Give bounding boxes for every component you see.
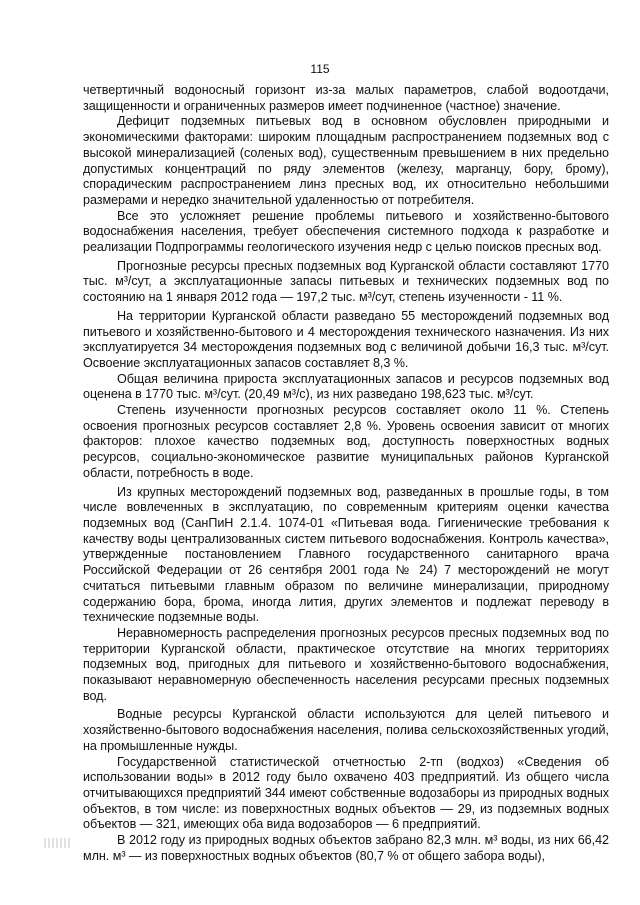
- paragraph: Степень изученности прогнозных ресурсов составляет около 11 %. Степень освоения прогнозных ресурсов составляет 2,8 %. Уровень освоения зависит от многих факторов: плохое качество подземных вод, доступность поверхностных водных ресурсов, социально-экономическое развитие муниципальных районов Курганской области, потребность в воде.: [83, 403, 609, 480]
- paragraph: Общая величина прироста эксплуатационных запасов и ресурсов подземных вод оценена в 1770 тыс. м³/сут. (20,49 м³/с), из них разведано 198,623 тыс. м³/сут.: [83, 371, 609, 402]
- body-text: [83, 83, 609, 864]
- paragraph: В 2012 году из природных водных объектов забрано 82,3 млн. м³ воды, из них 66,42 млн. м³ — из поверхностных водных объектов (80,7 % от общего забора воды),: [83, 833, 609, 863]
- scan-artifact: [44, 838, 70, 848]
- paragraph: Все это усложняет решение проблемы питьевого и хозяйственно-бытового водоснабжения населения, требует обеспечения системного подхода к разработке и реализации Подпрограммы геологического изучения недр с целью поисков пресных вод.: [83, 208, 609, 255]
- page-number: 115: [310, 62, 330, 76]
- paragraph: Государственной статистической отчетностью 2-тп (водхоз) «Сведения об использовании воды» в 2012 году было охвачено 403 предприятий. Из общего числа отчитывающихся предприятий 344 имеют собственные водозаборы из природных водных объектов, в том числе: из поверхностных водных объектов — 29, из подземных водных объектов — 321, имеющих оба вида водозаборов — 6 предприятий.: [83, 754, 609, 832]
- paragraph: Из крупных месторождений подземных вод, разведанных в прошлые годы, в том числе вовлеченных в эксплуатацию, по современным критериям оценки качества подземных вод (СанПиН 2.1.4. 1074-01 «Питьевая вода. Гигиенические требования к качеству воды централизованных систем питьевого водоснабжения. Контроль качества», утвержденные постановлением Главного государственного санитарного врача Российской Федерации от 26 сентября 2001 года № 24) 7 месторождений не могут считаться питьевыми главным образом по величине минерализации, природному содержанию бора, брома, иногда лития, других элементов и подлежат переводу в технические подземные воды.: [83, 484, 609, 625]
- paragraph: четвертичный водоносный горизонт из-за малых параметров, слабой водоотдачи, защищенности и ограниченных размеров имеет подчиненное (частное) значение.: [83, 83, 609, 113]
- paragraph: Водные ресурсы Курганской области используются для целей питьевого и хозяйственно-бытового водоснабжения населения, полива сельскохозяйственных угодий, на промышленные нужды.: [83, 707, 609, 753]
- paragraph: Дефицит подземных питьевых вод в основном обусловлен природными и экономическими факторами: широким площадным распространением подземных вод с высокой минерализацией (соленых вод), существенным превышением в них предельно допустимых концентраций по ряду элементов (железу, марганцу, бору, брому), спорадическим распространением линз пресных вод, их относительно небольшими размерами и нередко значительной удаленностью от потребителя.: [83, 114, 609, 207]
- paragraph: Прогнозные ресурсы пресных подземных вод Курганской области составляют 1770 тыс. м³/сут, а эксплуатационные запасы питьевых и технических подземных вод по состоянию на 1 января 2012 года — 197,2 тыс. м³/сут, степень изученности - 11 %.: [83, 258, 609, 305]
- paragraph: Неравномерность распределения прогнозных ресурсов пресных подземных вод по территории Курганской области, практическое отсутствие на многих территориях подземных вод, пригодных для питьевого и хозяйственно-бытового водоснабжения, показывают неравномерную обеспеченность населения ресурсами пресных подземных вод.: [83, 625, 609, 703]
- paragraph: На территории Курганской области разведано 55 месторождений подземных вод питьевого и хозяйственно-бытового и 4 месторождения технического назначения. Из них эксплуатируется 34 месторождения подземных вод с величиной добычи 16,3 тыс. м³/сут. Освоение эксплуатационных запасов составляет 8,3 %.: [83, 308, 609, 370]
